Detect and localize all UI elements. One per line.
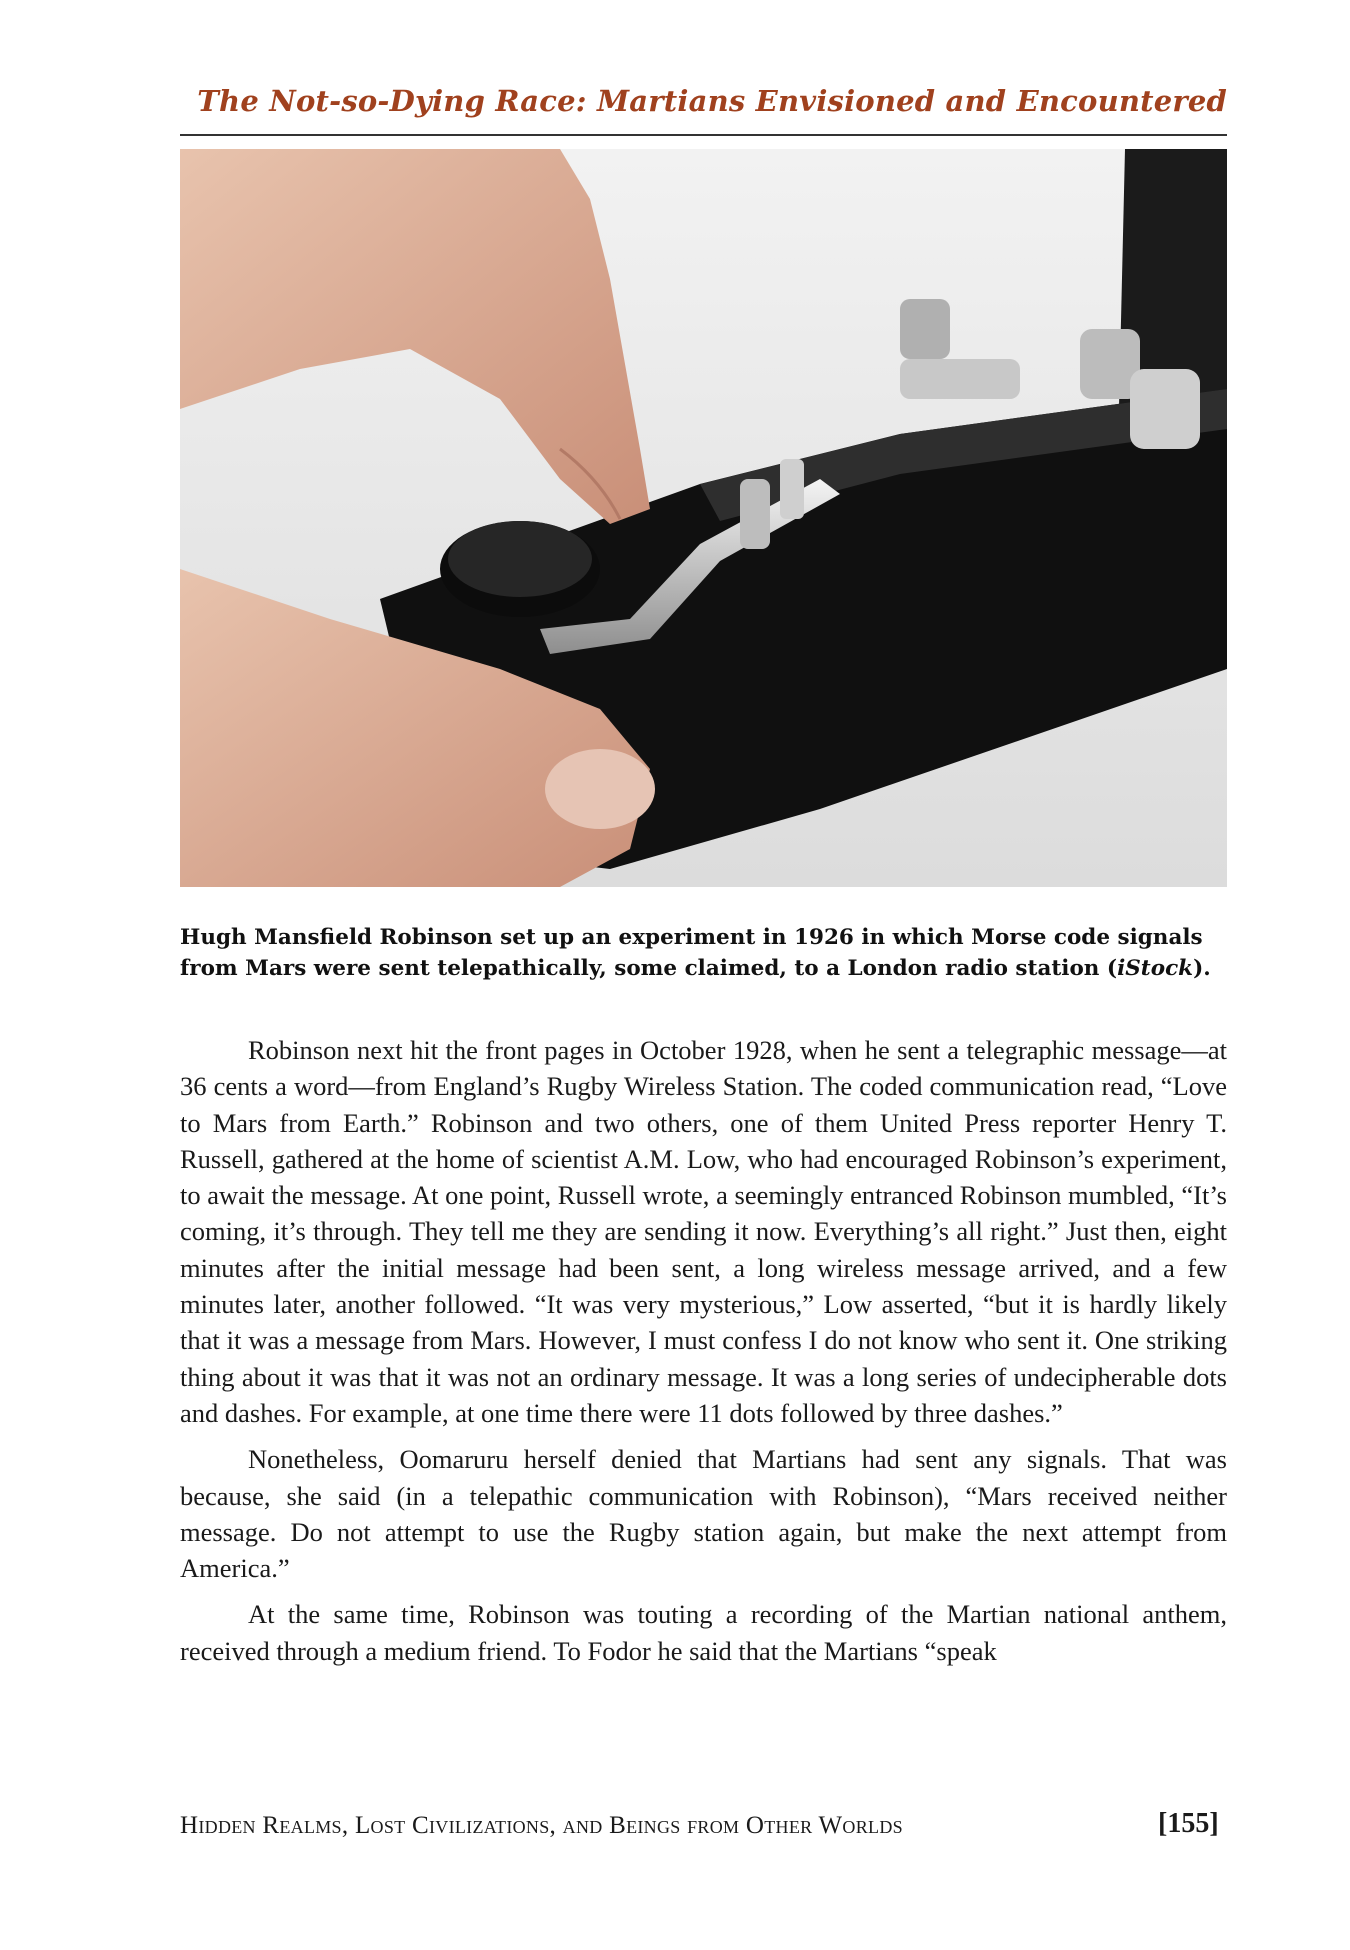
header-rule — [180, 134, 1227, 136]
page-number: [155] — [1158, 1808, 1219, 1839]
caption-text: Hugh Mansfield Robinson set up an experiment in 1926 in which Morse code signals from Mars were sent telepathically, some claimed, to a London radio station ( — [180, 925, 1203, 981]
figure-caption — [180, 922, 1227, 984]
footer-book-title: Hidden Realms, Lost Civilizations, and Beings from Other Worlds — [180, 1812, 903, 1839]
caption-credit: iStock — [1117, 956, 1194, 981]
caption-end: ). — [1193, 956, 1211, 981]
paragraph-3: At the same time, Robinson was touting a recording of the Martian national anthem, received through a medium friend. To Fodor he said that the Martians “speak — [180, 1599, 1227, 1666]
body-text — [180, 1032, 1227, 1679]
running-head-title: The Not-so-Dying Race: Martians Envisioned and Encountered — [197, 84, 1227, 118]
paragraph-1: Robinson next hit the front pages in October 1928, when he sent a telegraphic message—at 36 cents a word—from England’s Rugby Wireless Station. The coded communication read, “Love to Mars from Earth.” Robinson and two others, one of them United Press reporter Henry T. Russell, gathered at the home of scientist A.M. Low, who had encouraged Robinson’s experiment, to await the message. At one point, Russell wrote, a seemingly entranced Robinson mumbled, “It’s coming, it’s through. They tell me they are sending it now. Everything’s all right.” Just then, eight minutes after the initial message had been sent, a long wireless message arrived, and a few minutes later, another followed. “It was very mysterious,” Low asserted, “but it is hardly likely that it was a message from Mars. However, I must confess I do not know who sent it. One striking thing about it was that it was not an ordinary message. It was a long series of undecipherable dots and dashes. For example, at one time there were 11 dots followed by three dashes.” — [180, 1035, 1227, 1428]
figure-photo — [180, 149, 1227, 887]
paragraph-2: Nonetheless, Oomaruru herself denied that Martians had sent any signals. That was because, she said (in a telepathic communication with Robinson), “Mars received neither message. Do not attempt to use the Rugby station again, but make the next attempt from America.” — [180, 1444, 1227, 1584]
